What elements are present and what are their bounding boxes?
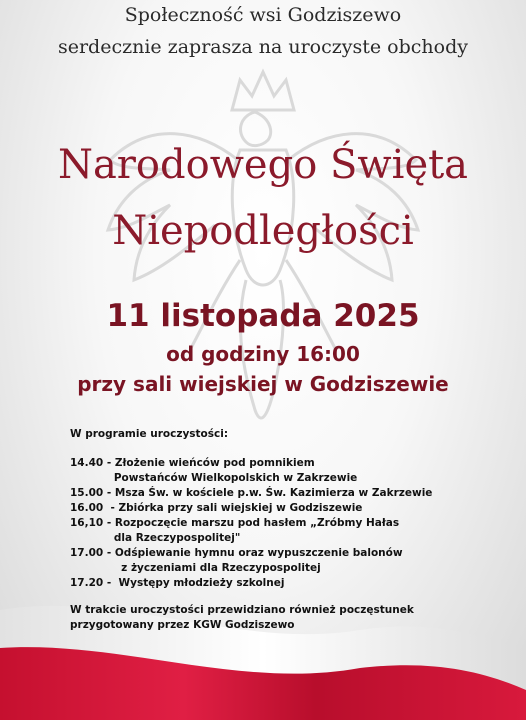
event-time: od godziny 16:00 <box>166 342 360 366</box>
program-line: z życzeniami dla Rzeczypospolitej <box>70 562 321 574</box>
program-line: 14.40 - Złożenie wieńców pod pomnikiem <box>70 457 315 469</box>
title-line-1: Narodowego Święta <box>57 142 469 188</box>
program-footer-line-2: przygotowany przez KGW Godziszewo <box>70 619 295 631</box>
event-date: 11 listopada 2025 <box>106 298 420 334</box>
program-line: Powstańców Wielkopolskich w Zakrzewie <box>70 472 358 484</box>
intro-line-1: Społeczność wsi Godziszewo <box>124 4 402 26</box>
program-line: 16,10 - Rozpoczęcie marszu pod hasłem „Zróbmy Hałas <box>70 517 400 529</box>
event-place: przy sali wiejskiej w Godziszewie <box>77 372 449 396</box>
intro-line-2: serdecznie zaprasza na uroczyste obchody <box>57 36 468 58</box>
program-line: 16.00 - Zbiórka przy sali wiejskiej w Godziszewie <box>70 502 363 514</box>
program-heading: W programie uroczystości: <box>70 428 229 440</box>
program-footer-line-1: W trakcie uroczystości przewidziano również poczęstunek <box>70 604 414 616</box>
program-line: dla Rzeczypospolitej" <box>70 532 241 544</box>
program-line: 17.20 - Występy młodzieży szkolnej <box>70 577 285 589</box>
title-line-2: Niepodległości <box>112 208 414 254</box>
program-line: 17.00 - Odśpiewanie hymnu oraz wypuszczenie balonów <box>70 547 403 559</box>
program-line: 15.00 - Msza Św. w kościele p.w. Św. Kazimierza w Zakrzewie <box>70 487 433 499</box>
